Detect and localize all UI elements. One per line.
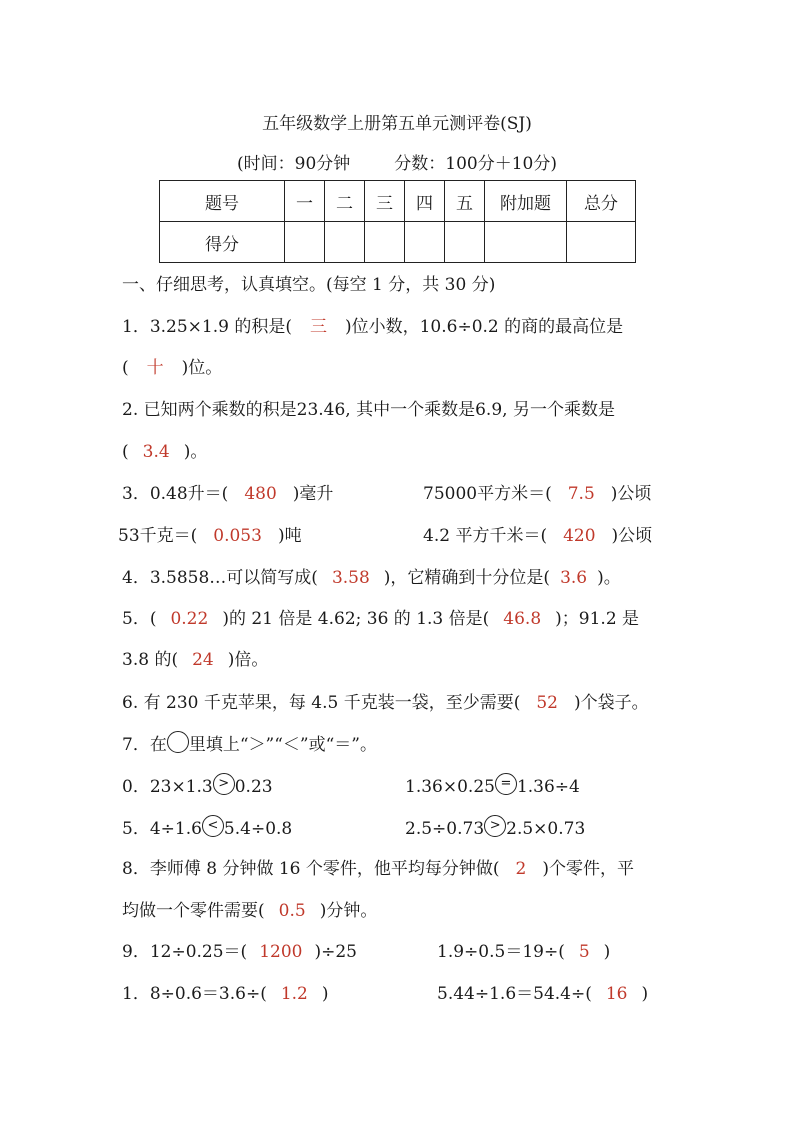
answer: 46.8 <box>503 609 542 629</box>
answer: 24 <box>192 650 214 670</box>
q-text: )位。 <box>181 358 223 378</box>
q-text: 8．李师傅 8 分钟做 16 个零件，他平均每分钟做( <box>122 859 500 879</box>
score-info: 分数：100分＋10分) <box>394 154 557 174</box>
q-text: 4.2 平方千米＝( <box>423 526 548 546</box>
score-cell[interactable] <box>445 222 485 263</box>
answer: 52 <box>536 693 558 713</box>
question-6 <box>122 692 649 714</box>
score-cell[interactable] <box>285 222 325 263</box>
q-text: ( <box>122 358 129 378</box>
q-text: 5．4÷1.6 <box>122 819 202 839</box>
q-text: )的 21 倍是 4.62; 36 的 1.3 倍是( <box>222 609 490 629</box>
q-text: )个袋子。 <box>574 693 649 713</box>
q-text: 3.8 的( <box>122 650 179 670</box>
score-cell[interactable] <box>365 222 405 263</box>
q-text: )分钟。 <box>319 901 378 921</box>
question-3-line-2-right <box>423 525 652 547</box>
question-9-line-2-left <box>122 983 329 1005</box>
q-text: ( <box>122 442 129 462</box>
question-9-line-1-left <box>122 941 357 963</box>
q-text: 9．12÷0.25＝( <box>122 942 248 962</box>
table-cell: 题号 <box>160 181 285 222</box>
q-text: )吨 <box>277 526 302 546</box>
answer: 1200 <box>259 942 303 962</box>
answer: 420 <box>563 526 596 546</box>
answer: 480 <box>244 484 277 504</box>
table-cell: 得分 <box>160 222 285 263</box>
answer: 十 <box>146 358 164 378</box>
q-text: )。 <box>183 442 208 462</box>
question-7-instruction <box>122 734 377 757</box>
score-cell[interactable] <box>405 222 445 263</box>
q-text: ) <box>321 984 329 1004</box>
q-text: )毫升 <box>292 484 334 504</box>
answer: 三 <box>309 317 327 337</box>
question-9-line-2-right <box>437 983 648 1005</box>
table-cell: 三 <box>365 181 405 222</box>
q-text: )公顷 <box>610 484 652 504</box>
score-table <box>159 180 636 263</box>
q-text: 5.4÷0.8 <box>223 819 293 839</box>
answer: 2 <box>515 859 527 879</box>
q-text: )个零件，平 <box>542 859 634 879</box>
q-text: )倍。 <box>227 650 269 670</box>
question-8-line-2 <box>122 900 377 922</box>
question-3-line-2-left <box>118 525 302 547</box>
comparison-circle: > <box>213 773 235 795</box>
score-cell[interactable] <box>567 222 636 263</box>
page-title: 五年级数学上册第五单元测评卷(SJ) <box>262 114 532 134</box>
q-text: 75000平方米＝( <box>423 484 552 504</box>
answer: 1.2 <box>280 984 308 1004</box>
q-text: 均做一个零件需要( <box>122 901 265 921</box>
comparison-circle: = <box>495 773 517 795</box>
answer: 3.6 <box>560 568 588 588</box>
q-text: 1.36÷4 <box>516 777 580 797</box>
q-text: 里填上“＞”“＜”或“＝”。 <box>188 735 377 755</box>
q-text: 0．23×1.3 <box>122 777 213 797</box>
question-5-line-1 <box>122 608 639 630</box>
exam-subtitle <box>0 149 794 174</box>
table-cell: 总分 <box>567 181 636 222</box>
q-text: 53千克＝( <box>118 526 198 546</box>
answer: 7.5 <box>567 484 595 504</box>
q-text: 0.23 <box>234 777 273 797</box>
question-2-line-1: 2. 已知两个乘数的积是23.46, 其中一个乘数是6.9, 另一个乘数是 <box>122 400 615 420</box>
section-heading: 一、仔细思考，认真填空。(每空 1 分，共 30 分) <box>122 275 496 295</box>
question-9-line-1-right <box>437 941 610 963</box>
q-text: 1.36×0.25 <box>405 777 495 797</box>
answer: 0.22 <box>170 609 209 629</box>
question-7-row-1-right <box>405 776 580 799</box>
question-3-line-1-right <box>423 483 651 505</box>
question-8-line-1 <box>122 858 634 880</box>
score-cell[interactable] <box>325 222 365 263</box>
question-7-row-2-right <box>405 818 585 841</box>
q-text: 1．3.25×1.9 的积是( <box>122 317 292 337</box>
blank-circle-icon <box>167 731 189 753</box>
q-text: ) <box>641 984 649 1004</box>
q-text: )公顷 <box>611 526 653 546</box>
table-cell: 二 <box>325 181 365 222</box>
question-7-row-1-left <box>122 776 273 799</box>
q-text: ) <box>603 942 611 962</box>
answer: 0.5 <box>278 901 306 921</box>
q-text: )÷25 <box>314 942 357 962</box>
question-5-line-2 <box>122 649 268 671</box>
comparison-circle: < <box>202 815 224 837</box>
question-1-line-1 <box>122 316 623 338</box>
table-cell: 五 <box>445 181 485 222</box>
q-text: 2.5÷0.73 <box>405 819 485 839</box>
answer: 5 <box>578 942 590 962</box>
table-cell: 附加题 <box>485 181 567 222</box>
comparison-circle: > <box>484 815 506 837</box>
table-row <box>160 222 636 263</box>
score-cell[interactable] <box>485 222 567 263</box>
q-text: 3．0.48升＝( <box>122 484 229 504</box>
answer: 0.053 <box>213 526 262 546</box>
q-text: 7．在 <box>122 735 167 755</box>
q-text: 6. 有 230 千克苹果，每 4.5 千克装一袋，至少需要( <box>122 693 521 713</box>
q-text: 2.5×0.73 <box>506 819 586 839</box>
answer: 3.58 <box>331 568 370 588</box>
question-2-line-2 <box>122 441 207 463</box>
table-row <box>160 181 636 222</box>
table-cell: 四 <box>405 181 445 222</box>
q-text: )，它精确到十分位是( <box>383 568 551 588</box>
q-text: )位小数，10.6÷0.2 的商的最高位是 <box>344 317 624 337</box>
q-text: 5.44÷1.6＝54.4÷( <box>437 984 592 1004</box>
question-1-line-2 <box>122 357 222 379</box>
answer: 16 <box>605 984 628 1004</box>
question-4 <box>122 567 621 589</box>
q-text: )；91.2 是 <box>555 609 640 629</box>
q-text: 1.9÷0.5＝19÷( <box>437 942 565 962</box>
q-text: 1．8÷0.6＝3.6÷( <box>122 984 267 1004</box>
question-7-row-2-left <box>122 818 292 841</box>
q-text: 4．3.5858…可以简写成( <box>122 568 318 588</box>
q-text: 5．( <box>122 609 157 629</box>
question-3-line-1-left <box>122 483 333 505</box>
time-info: (时间：90分钟 <box>237 154 351 174</box>
q-text: )。 <box>597 568 621 588</box>
table-cell: 一 <box>285 181 325 222</box>
answer: 3.4 <box>142 442 170 462</box>
